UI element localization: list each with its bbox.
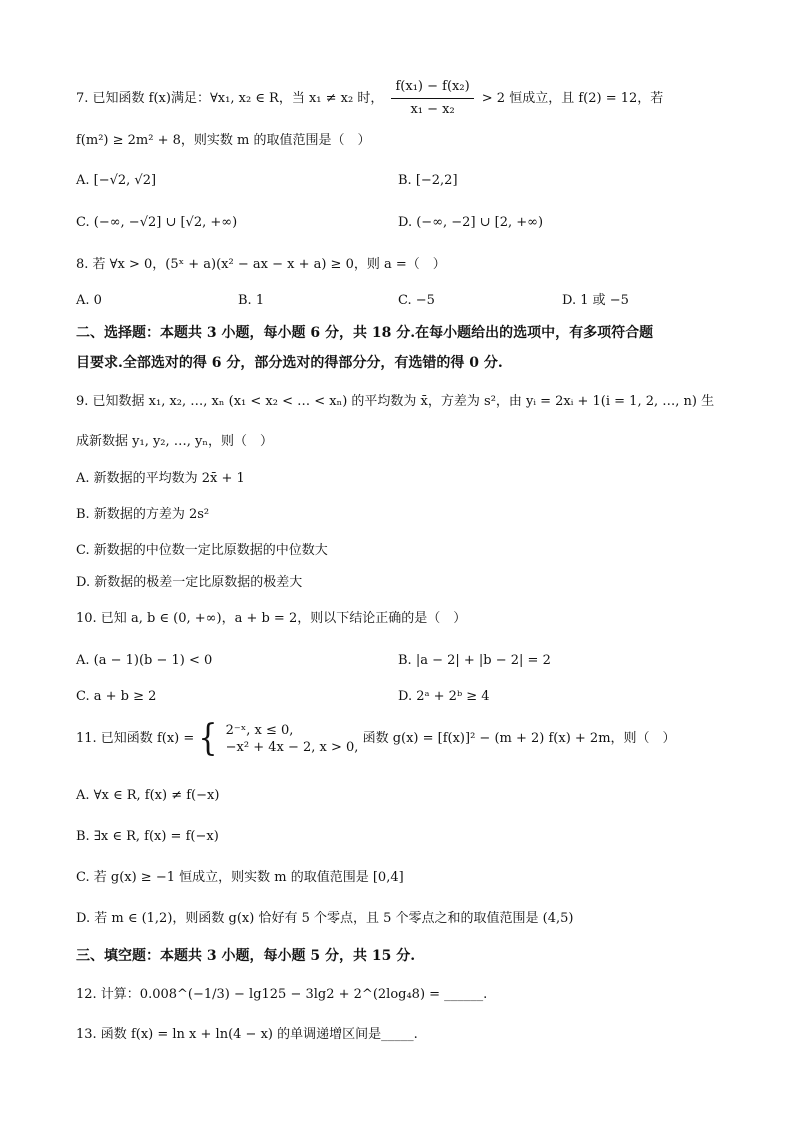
q7-line1 [76, 78, 663, 119]
q8-option-b: B. 1 [238, 293, 265, 308]
q7-option-d: D. (−∞, −2] ∪ [2, +∞) [398, 215, 544, 230]
section2-header-line1: 二、选择题：本题共 3 小题，每小题 6 分，共 18 分.在每小题给出的选项中，有多项符合题 [76, 325, 654, 341]
q11-brace: { [198, 717, 218, 760]
q12-text: 12. 计算：0.008^(−1/3) − lg125 − 3lg2 + 2^(2log₄8) = ______. [76, 987, 488, 1002]
q11-stem [76, 717, 676, 760]
q9-option-d: D. 新数据的极差一定比原数据的极差大 [76, 575, 303, 590]
q10-option-c: C. a + b ≥ 2 [76, 689, 157, 704]
q9-option-b: B. 新数据的方差为 2s² [76, 507, 210, 522]
q8-option-a: A. 0 [76, 293, 102, 308]
q11-option-b: B. ∃x ∈ R, f(x) = f(−x) [76, 829, 219, 844]
q7-option-b: B. [−2,2] [398, 173, 458, 188]
section3-header: 三、填空题：本题共 3 小题，每小题 5 分，共 15 分. [76, 948, 416, 964]
q9-line1: 9. 已知数据 x₁, x₂, …, xₙ (x₁ < x₂ < … < xₙ) 的平均数为 x̄，方差为 s²，由 yᵢ = 2xᵢ + 1(i = 1, 2, …, n) 生 [76, 394, 715, 409]
q8-option-d: D. 1 或 −5 [562, 293, 629, 308]
q11-option-a: A. ∀x ∈ R, f(x) ≠ f(−x) [76, 788, 220, 803]
q11-piecewise [226, 722, 359, 756]
q9-option-c: C. 新数据的中位数一定比原数据的中位数大 [76, 543, 328, 558]
q8-stem: 8. 若 ∀x > 0，(5ˣ + a)(x² − ax − x + a) ≥ 0，则 a =（ ） [76, 257, 446, 272]
q10-option-b: B. |a − 2| + |b − 2| = 2 [398, 653, 551, 668]
q10-option-a: A. (a − 1)(b − 1) < 0 [76, 653, 213, 668]
q9-line2: 成新数据 y₁, y₂, …, yₙ，则（ ） [76, 434, 274, 449]
q7-fraction [391, 78, 473, 119]
q7-option-c: C. (−∞, −√2] ∪ [√2, +∞) [76, 215, 238, 230]
q7-line1-a: 7. 已知函数 f(x)满足：∀x₁, x₂ ∈ R，当 x₁ ≠ x₂ 时， [76, 91, 384, 106]
q7-option-a: A. [−√2, √2] [76, 173, 157, 188]
q11-suffix: 函数 g(x) = [f(x)]² − (m + 2) f(x) + 2m，则（ ） [362, 731, 676, 746]
q7-line2: f(m²) ≥ 2m² + 8，则实数 m 的取值范围是（ ） [76, 133, 371, 148]
q10-stem: 10. 已知 a, b ∈ (0, +∞)，a + b = 2，则以下结论正确的是（ ） [76, 611, 467, 626]
q7-fraction-numerator: f(x₁) − f(x₂) [391, 78, 473, 99]
q11-piece-2: −x² + 4x − 2, x > 0, [225, 740, 359, 755]
q10-option-d: D. 2ᵃ + 2ᵇ ≥ 4 [398, 689, 490, 704]
q11-option-c: C. 若 g(x) ≥ −1 恒成立，则实数 m 的取值范围是 [0,4] [76, 870, 404, 885]
q11-piece-1: 2⁻ˣ, x ≤ 0, [225, 723, 294, 738]
q11-prefix: 11. 已知函数 f(x) = [76, 731, 195, 746]
q9-option-a: A. 新数据的平均数为 2x̄ + 1 [76, 471, 245, 486]
q7-fraction-denominator: x₁ − x₂ [410, 102, 455, 117]
q7-line1-b: > 2 恒成立，且 f(2) = 12，若 [481, 91, 664, 106]
section2-header-line2: 目要求.全部选对的得 6 分，部分选对的得部分分，有选错的得 0 分. [76, 355, 503, 371]
q11-option-d: D. 若 m ∈ (1,2)，则函数 g(x) 恰好有 5 个零点，且 5 个零点之和的取值范围是 (4,5) [76, 911, 574, 926]
q13-text: 13. 函数 f(x) = ln x + ln(4 − x) 的单调递增区间是_____. [76, 1027, 418, 1042]
q8-option-c: C. −5 [398, 293, 435, 308]
